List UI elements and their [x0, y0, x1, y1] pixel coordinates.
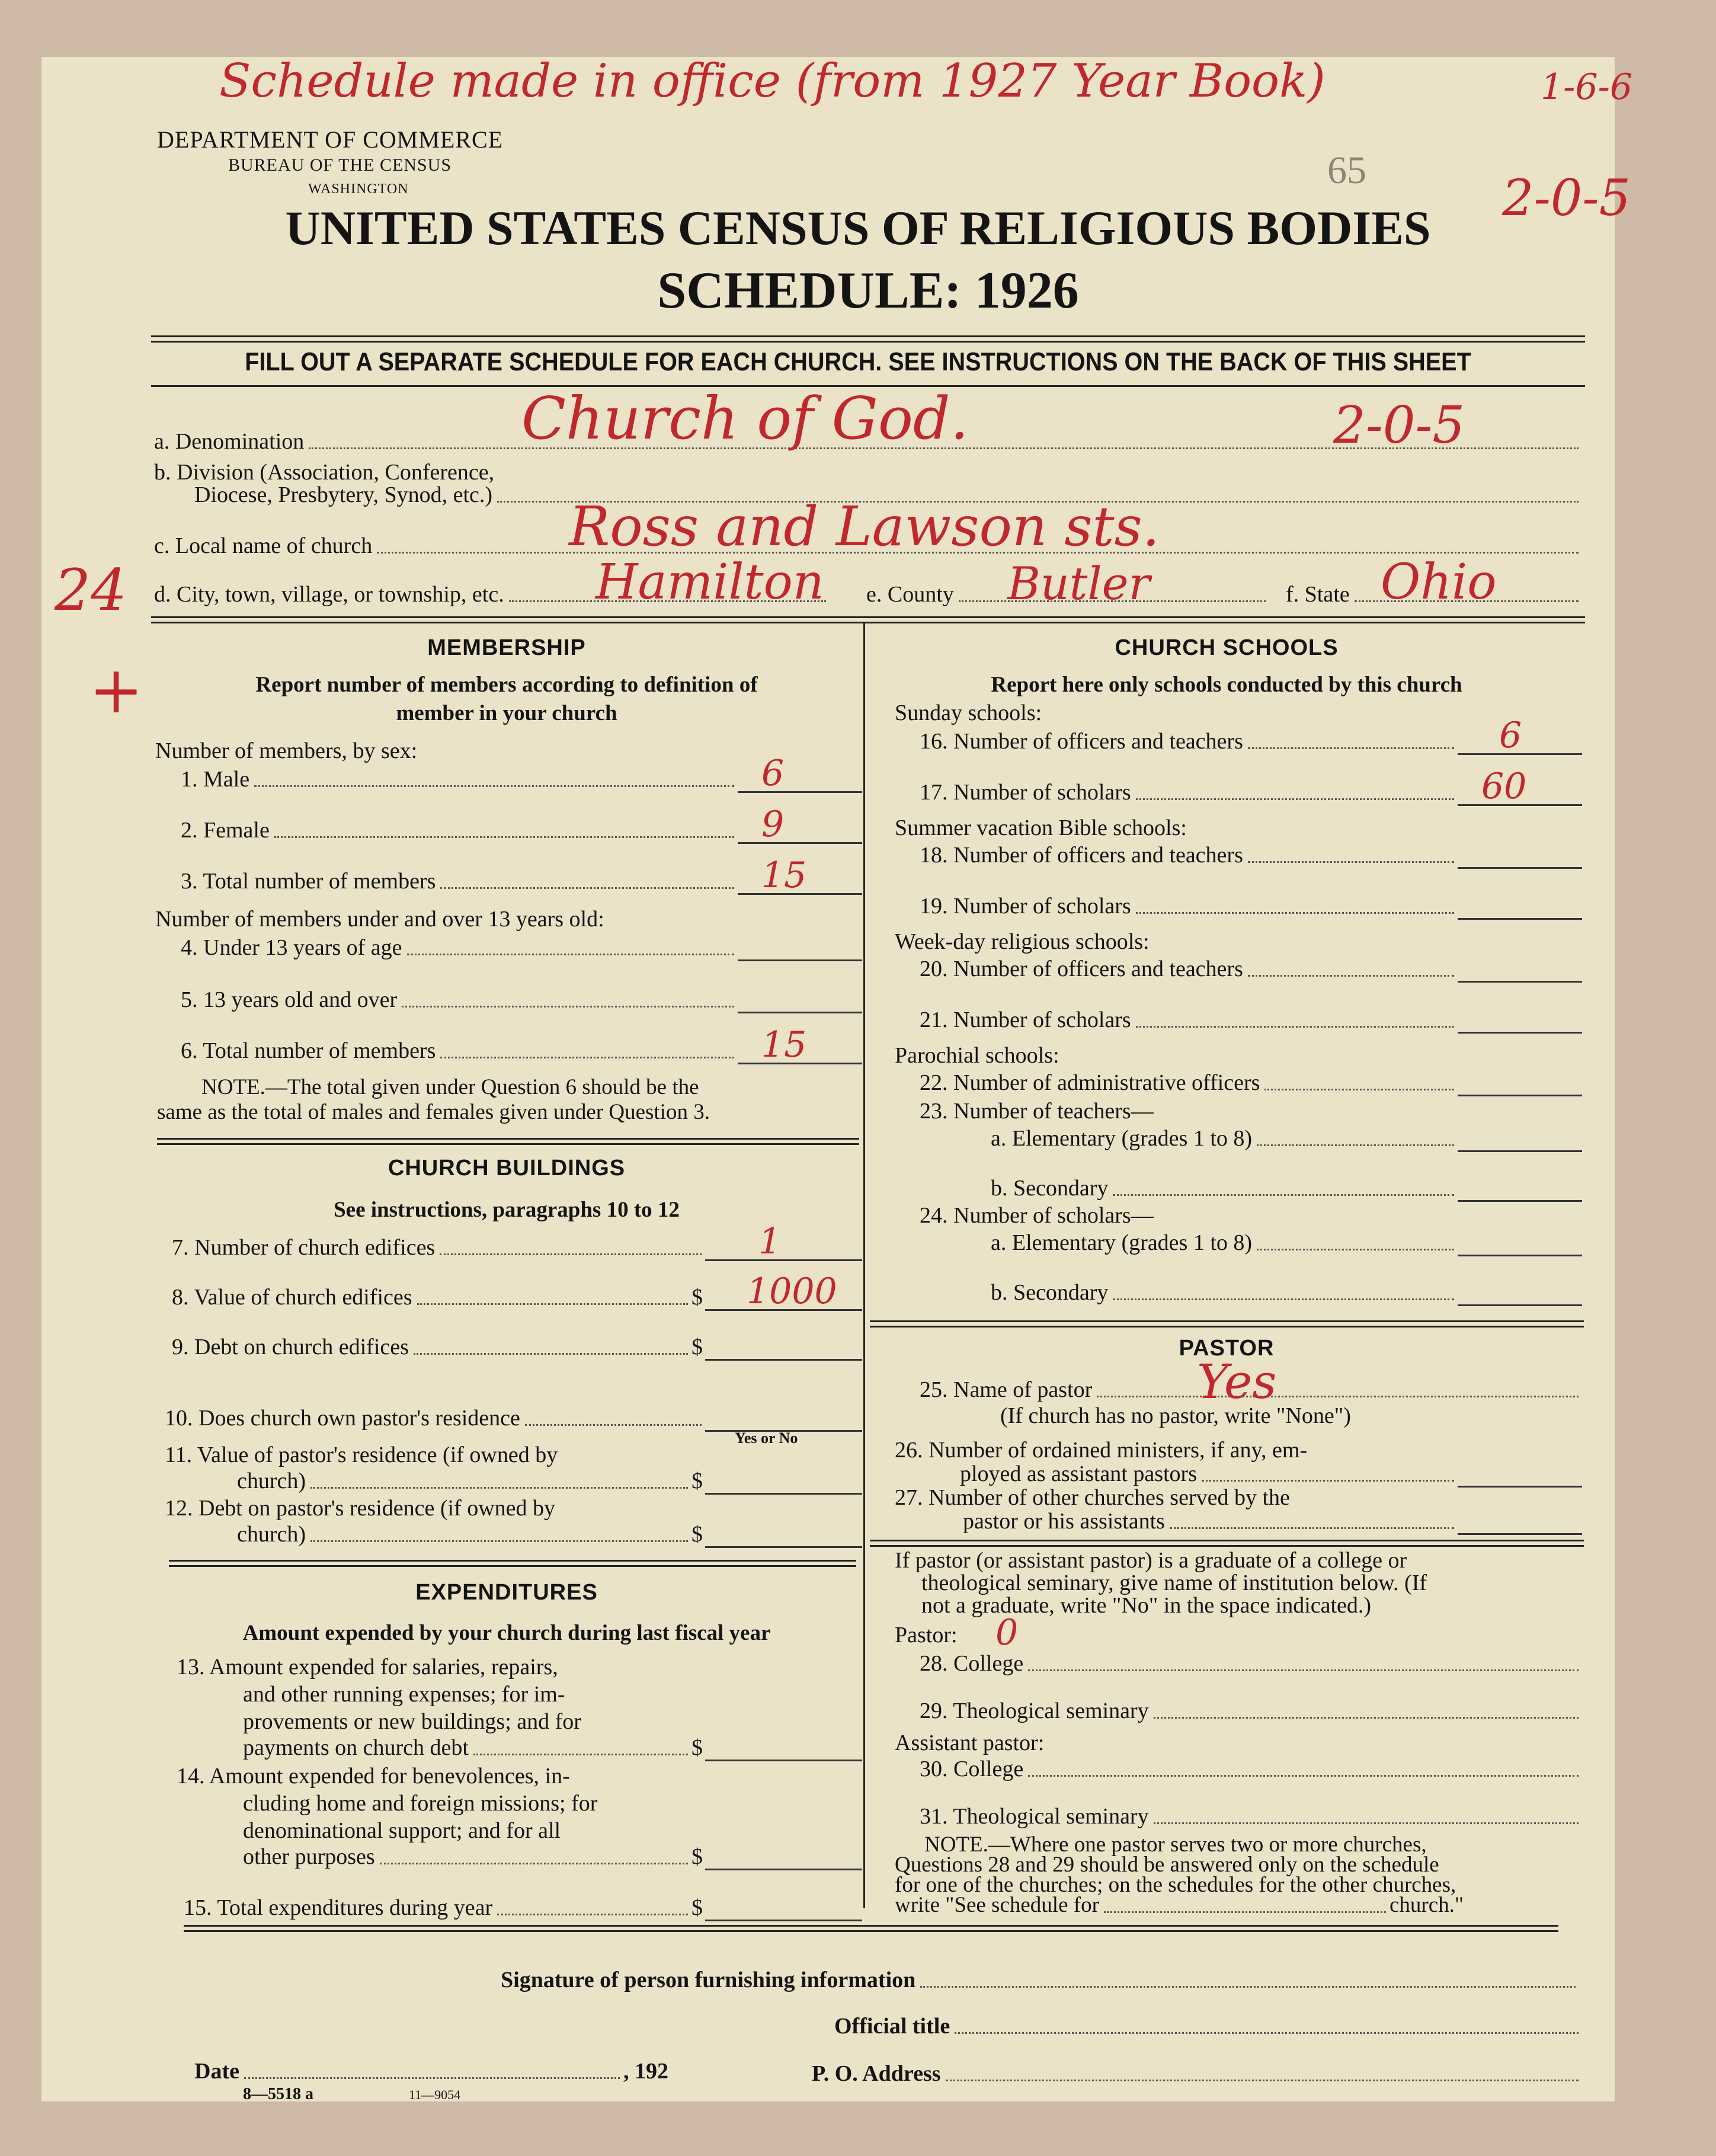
expenditures-heading: EXPENDITURES [415, 1580, 598, 1605]
q13-line-1: 13. Amount expended for salaries, repairs, [177, 1655, 558, 1680]
division-row: Diocese, Presbytery, Synod, etc.) [194, 481, 1582, 508]
membership-heading: MEMBERSHIP [427, 635, 586, 660]
q25-pastor-name: 25. Name of pastor [920, 1376, 1582, 1403]
state-row: f. State [1286, 581, 1582, 608]
q6-total: 6. Total number of members 15 [181, 1037, 862, 1064]
date-row: Date , 192 [194, 2059, 668, 2084]
q27-answer[interactable] [1458, 1511, 1582, 1535]
q15-total-expenditures: 15. Total expenditures during year $ [184, 1894, 862, 1921]
local-name-value[interactable]: Ross and Lawson sts. [569, 495, 1160, 558]
summer-schools-label: Summer vacation Bible schools: [895, 815, 1187, 840]
q21-weekday-scholars: 21. Number of scholars [920, 1006, 1582, 1034]
members-by-sex: Number of members, by sex: [155, 738, 418, 763]
q2-female: 2. Female 9 [181, 817, 862, 844]
po-address-row: P. O. Address [812, 2060, 1582, 2087]
q23-label: 23. Number of teachers— [920, 1099, 1154, 1124]
buildings-sub: See instructions, paragraphs 10 to 12 [334, 1198, 680, 1222]
q24a-answer[interactable] [1458, 1232, 1582, 1256]
denomination-value[interactable]: Church of God. [521, 385, 969, 453]
q7-answer[interactable]: 1 [705, 1237, 862, 1261]
q26-label-1: 26. Number of ordained ministers, if any, em- [895, 1438, 1308, 1463]
code-mark: 2-0-5 [1502, 169, 1631, 227]
q8-answer[interactable]: 1000 [705, 1287, 862, 1311]
q20-answer[interactable] [1458, 958, 1582, 983]
q24b-secondary-scholars: b. Secondary [991, 1279, 1582, 1306]
q22-answer[interactable] [1458, 1072, 1582, 1096]
q13-answer[interactable] [705, 1737, 862, 1761]
pastor-rule [870, 1540, 1584, 1547]
q27-label-1: 27. Number of other churches served by the [895, 1485, 1290, 1510]
graduate-note-2: theological seminary, give name of institution below. (If [921, 1570, 1427, 1595]
q26-answer[interactable] [1458, 1463, 1582, 1488]
q5-answer[interactable] [738, 989, 862, 1013]
state-value[interactable]: Ohio [1381, 554, 1497, 610]
q12-residence-debt: church) $ [237, 1521, 862, 1548]
parochial-schools-label: Parochial schools: [895, 1043, 1059, 1068]
print-number: 11—9054 [409, 2087, 461, 2102]
q4-answer[interactable] [738, 937, 862, 961]
q25-note: (If church has no pastor, write "None") [1000, 1403, 1351, 1428]
q23a-answer[interactable] [1458, 1128, 1582, 1152]
q12-answer[interactable] [705, 1524, 862, 1548]
q13-line-2: and other running expenses; for im- [243, 1682, 565, 1707]
members-by-age: Number of members under and over 13 years old: [155, 907, 604, 932]
q24-label: 24. Number of scholars— [920, 1203, 1154, 1228]
top-handwritten-note: Schedule made in office (from 1927 Year Book) [219, 55, 1326, 108]
official-title-row: Official title [834, 2013, 1582, 2040]
buildings-rule [169, 1560, 856, 1567]
ident-rule [151, 616, 1585, 623]
form-number: 8—5518 a [243, 2085, 313, 2103]
local-name-row: c. Local name of church [154, 532, 1582, 559]
yes-no-hint: Yes or No [735, 1429, 798, 1447]
header-rule [151, 335, 1585, 343]
schools-sub: Report here only schools conducted by this church [991, 673, 1462, 697]
membership-sub-2: member in your church [396, 701, 617, 725]
margin-mark: 24 [55, 557, 127, 623]
q11-residence-value: church) $ [237, 1467, 862, 1495]
sunday-schools-label: Sunday schools: [895, 700, 1042, 725]
margin-cross: + [89, 652, 144, 728]
q19-summer-scholars: 19. Number of scholars [920, 893, 1582, 920]
city-value[interactable]: Hamilton [596, 554, 824, 610]
q14-line-3: denominational support; and for all [243, 1818, 561, 1843]
division-label-1: b. Division (Association, Conference, [154, 460, 495, 485]
q19-answer[interactable] [1458, 895, 1582, 920]
denomination-code[interactable]: 2-0-5 [1333, 396, 1465, 455]
q22-admin-officers: 22. Number of administrative officers [920, 1069, 1582, 1096]
q14-answer[interactable] [705, 1846, 862, 1870]
graduate-note-3: not a graduate, write "No" in the space indicated.) [921, 1593, 1372, 1618]
schools-heading: CHURCH SCHOOLS [1115, 635, 1339, 660]
pastor-grad-value[interactable]: 0 [995, 1612, 1019, 1653]
q21-answer[interactable] [1458, 1009, 1582, 1034]
q23b-answer[interactable] [1458, 1178, 1582, 1202]
q28-college: 28. College [920, 1650, 1582, 1677]
q16-answer[interactable]: 6 [1458, 731, 1582, 755]
footer-rule [184, 1925, 1558, 1932]
q12-label-1: 12. Debt on pastor's residence (if owned by [165, 1496, 556, 1521]
q17-answer[interactable]: 60 [1458, 782, 1582, 806]
q7-edifices: 7. Number of church edifices 1 [172, 1234, 862, 1261]
pastor-note-2: Questions 28 and 29 should be answered only on the schedule [895, 1853, 1439, 1877]
county-row: e. County [866, 581, 1269, 608]
q13-running-expenses: payments on church debt $ [243, 1734, 862, 1761]
q13-line-3: provements or new buildings; and for [243, 1709, 581, 1734]
q27-other-churches: pastor or his assistants [963, 1508, 1582, 1535]
q26-assistant-ministers: ployed as assistant pastors [960, 1460, 1582, 1488]
q16-sunday-teachers: 16. Number of officers and teachers 6 [920, 728, 1582, 755]
signature-row: Signature of person furnishing information [501, 1966, 1579, 1994]
membership-sub-1: Report number of members according to definition of [255, 673, 758, 697]
bureau-city: WASHINGTON [308, 181, 409, 197]
buildings-heading: CHURCH BUILDINGS [388, 1156, 626, 1181]
dept-name: DEPARTMENT OF COMMERCE [157, 126, 504, 153]
q10-residence: 10. Does church own pastor's residence [165, 1405, 862, 1432]
q14-line-2: cluding home and foreign missions; for [243, 1791, 598, 1816]
instruction-banner: FILL OUT A SEPARATE SCHEDULE FOR EACH CHURCH. SEE INSTRUCTIONS ON THE BACK OF THIS SHEET [245, 347, 1471, 376]
q11-answer[interactable] [705, 1470, 862, 1495]
q5-over13: 5. 13 years old and over [181, 986, 862, 1013]
q29-seminary: 29. Theological seminary [920, 1697, 1582, 1725]
county-value[interactable]: Butler [1007, 557, 1150, 610]
membership-note-2: same as the total of males and females given under Question 3. [157, 1100, 710, 1124]
q1-answer[interactable]: 6 [738, 769, 862, 793]
q3-answer[interactable]: 15 [738, 871, 862, 895]
column-divider [863, 622, 865, 1908]
stamp-number: 65 [1327, 149, 1366, 192]
pastor-note-1: NOTE.—Where one pastor serves two or more churches, [924, 1832, 1427, 1857]
pastor-note-4: write "See schedule for church." [895, 1893, 1464, 1917]
q15-answer[interactable] [705, 1897, 862, 1921]
q31-seminary: 31. Theological seminary [920, 1803, 1582, 1830]
bureau-name: BUREAU OF THE CENSUS [228, 155, 452, 175]
q18-answer[interactable] [1458, 845, 1582, 869]
q1-male: 1. Male 6 [181, 766, 862, 793]
graduate-note-1: If pastor (or assistant pastor) is a graduate of a college or [895, 1548, 1407, 1573]
pastor-heading: PASTOR [1179, 1336, 1275, 1361]
q11-label-1: 11. Value of pastor's residence (if owned by [165, 1442, 558, 1467]
form-title: UNITED STATES CENSUS OF RELIGIOUS BODIES [285, 201, 1431, 255]
weekday-schools-label: Week-day religious schools: [895, 929, 1150, 954]
q24b-answer[interactable] [1458, 1282, 1582, 1306]
q6-answer[interactable]: 15 [738, 1040, 862, 1064]
q8-value: 8. Value of church edifices $ 1000 [172, 1284, 862, 1311]
q23b-secondary-teachers: b. Secondary [991, 1175, 1582, 1202]
denomination-row: a. Denomination [154, 428, 1582, 455]
city-row: d. City, town, village, or township, etc. [154, 581, 830, 608]
q20-weekday-teachers: 20. Number of officers and teachers [920, 955, 1582, 983]
expenditures-sub: Amount expended by your church during last fiscal year [242, 1621, 771, 1645]
q18-summer-teachers: 18. Number of officers and teachers [920, 842, 1582, 869]
q24a-elementary-scholars: a. Elementary (grades 1 to 8) [991, 1229, 1582, 1256]
q10-answer[interactable] [705, 1408, 862, 1432]
q14-line-1: 14. Amount expended for benevolences, in- [177, 1764, 570, 1789]
q9-debt: 9. Debt on church edifices $ [172, 1333, 862, 1361]
schedule-year: SCHEDULE: 1926 [657, 262, 1079, 319]
q9-answer[interactable] [705, 1336, 862, 1361]
pastor-name-value[interactable]: Yes [1197, 1354, 1277, 1409]
membership-note-1: NOTE.—The total given under Question 6 should be the [201, 1075, 699, 1099]
schools-rule [870, 1320, 1584, 1327]
q2-answer[interactable]: 9 [738, 820, 862, 844]
membership-rule [157, 1138, 859, 1145]
assistant-pastor-label: Assistant pastor: [895, 1730, 1045, 1755]
q23a-elementary-teachers: a. Elementary (grades 1 to 8) [991, 1125, 1582, 1152]
top-right-mark: 1-6-6 [1541, 66, 1633, 108]
q30-college: 30. College [920, 1755, 1582, 1783]
q4-under13: 4. Under 13 years of age [181, 934, 862, 961]
q3-total: 3. Total number of members 15 [181, 868, 862, 895]
q17-sunday-scholars: 17. Number of scholars 60 [920, 779, 1582, 806]
q14-benevolences: other purposes $ [243, 1843, 862, 1870]
pastor-note-3: for one of the churches; on the schedules for the other churches, [895, 1873, 1456, 1897]
pastor-label: Pastor: [895, 1623, 958, 1648]
